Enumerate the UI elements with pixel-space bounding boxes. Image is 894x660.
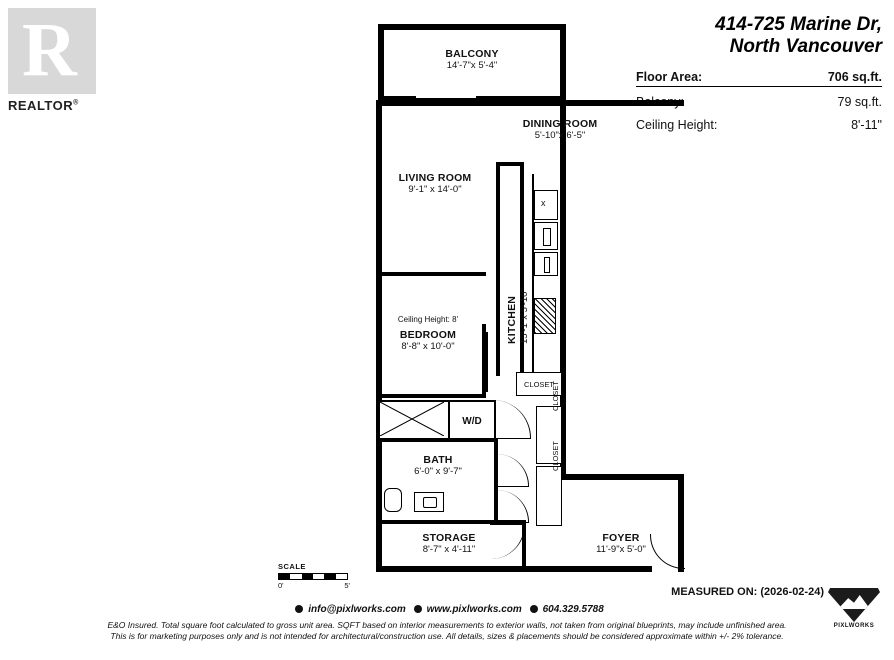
address-line-1: 414-725 Marine Dr, (715, 14, 882, 35)
kitchen-appliance-x: x (534, 190, 558, 220)
room-name-foyer: FOYER (602, 532, 640, 544)
disclaimer (0, 620, 894, 642)
room-label-bedroom (370, 314, 486, 353)
wall-foyer-top (560, 474, 684, 480)
room-dim-living: 9'-1" x 14'-0" (408, 184, 462, 195)
room-name-dining: DINING ROOM (522, 118, 598, 130)
wall-main-bottom (376, 566, 684, 572)
laundry-closet (378, 400, 450, 442)
room-name-wd: W/D (462, 415, 482, 427)
room-dim-dining: 5'-10"x 6'-5" (534, 130, 586, 141)
room-label-foyer (556, 532, 686, 556)
hall-door-arc (496, 490, 529, 523)
kitchen-sink (534, 222, 558, 250)
room-dim-balcony: 14'-7"x 5'-4" (446, 60, 498, 71)
scale-caption: SCALE (278, 562, 306, 571)
room-name-storage: STORAGE (422, 532, 476, 544)
room-dim-bedroom: 8'-8" x 10'-0" (401, 341, 455, 352)
wall-bath-left (376, 438, 380, 572)
kitchen-tile-fixture (534, 298, 556, 334)
realtor-logo-wordmark (8, 98, 108, 113)
info-value-balcony: 79 sq.ft. (837, 95, 882, 109)
sink-vanity (414, 492, 444, 512)
closet-label-1: CLOSET (523, 379, 554, 389)
email-icon (295, 605, 303, 613)
room-name-living: LIVING ROOM (398, 172, 472, 184)
toilet-fixture (384, 488, 402, 512)
wall-living-bedroom-divider (376, 272, 486, 276)
room-label-living (370, 172, 500, 196)
laundry-cross-icon (380, 402, 444, 436)
scale-end: 5' (344, 581, 350, 590)
measured-on-text: MEASURED ON: (2026-02-24) (671, 586, 824, 598)
scale-endpoints (278, 581, 350, 590)
globe-icon (414, 605, 422, 613)
room-dim-kitchen: 15'-1"x 5'-10" (519, 288, 530, 344)
wall-balcony-right (560, 24, 566, 102)
scale-bar-graphic (278, 573, 348, 580)
realtor-trademark: ® (73, 99, 79, 107)
info-label-floor-area: Floor Area: (636, 70, 703, 84)
info-label-ceiling-height: Ceiling Height: (636, 118, 718, 132)
realtor-logo-letter: R (22, 8, 77, 92)
room-label-dining (470, 118, 650, 142)
contact-email[interactable]: info@pixlworks.com (308, 604, 406, 615)
room-note-bedroom: Ceiling Height: 8' (397, 315, 459, 324)
wall-bath-top (378, 438, 498, 442)
wd-door-arc (492, 400, 531, 439)
scale-bar (278, 562, 358, 590)
room-name-bedroom: BEDROOM (399, 329, 457, 341)
address-line-2: North Vancouver (729, 36, 882, 57)
realtor-wordmark-text: REALTOR (8, 98, 74, 113)
bedroom-closet-door (486, 332, 488, 392)
phone-icon (530, 605, 538, 613)
realtor-logo (8, 8, 108, 118)
realtor-logo-mark (8, 8, 96, 94)
closet-label-2: CLOSET (551, 380, 560, 411)
closet-label-3: CLOSET (551, 440, 560, 471)
closet-3 (536, 440, 562, 526)
kitchen-counter-edge (532, 174, 534, 374)
contact-phone[interactable]: 604.329.5788 (542, 604, 604, 615)
info-value-floor-area: 706 sq.ft. (827, 70, 882, 84)
room-name-bath: BATH (423, 454, 453, 466)
disclaimer-line-2: This is for marketing purposes only and is not intended for architectural/construction use. All details, sizes & placements should be considered approximate within +/- 2% tolerance. (110, 631, 784, 641)
contact-website[interactable]: www.pixlworks.com (426, 604, 522, 615)
wall-kitchen-top (496, 162, 524, 166)
info-value-ceiling-height: 8'-11" (851, 118, 882, 132)
floor-plan (370, 14, 690, 584)
wall-main-top (376, 100, 684, 106)
storage-door-arc (490, 524, 525, 559)
room-dim-foyer: 11'-9"x 5'-0" (596, 544, 646, 555)
room-label-bath (382, 454, 494, 478)
room-label-balcony (402, 48, 542, 72)
wall-bedroom-bottom (376, 394, 486, 398)
disclaimer-line-1: E&O Insured. Total square foot calculated to gross unit area. SQFT based on interior measurements to exterior walls, not taken from original blueprints, may include unfinished area. (107, 620, 787, 630)
wall-balcony-top (378, 24, 566, 30)
room-name-kitchen: KITCHEN (506, 295, 518, 344)
scale-start: 0' (278, 581, 284, 590)
room-dim-storage: 8'-7" x 4'-11" (422, 544, 476, 555)
badge-name: PIXLWORKS (833, 623, 875, 629)
room-dim-bath: 6'-0" x 9'-7" (414, 466, 462, 477)
room-name-balcony: BALCONY (445, 48, 499, 60)
washer-dryer (448, 400, 496, 442)
bath-door-arc (496, 454, 529, 487)
kitchen-range (534, 252, 558, 276)
contact-bar (0, 604, 894, 615)
wall-balcony-left (378, 24, 384, 102)
